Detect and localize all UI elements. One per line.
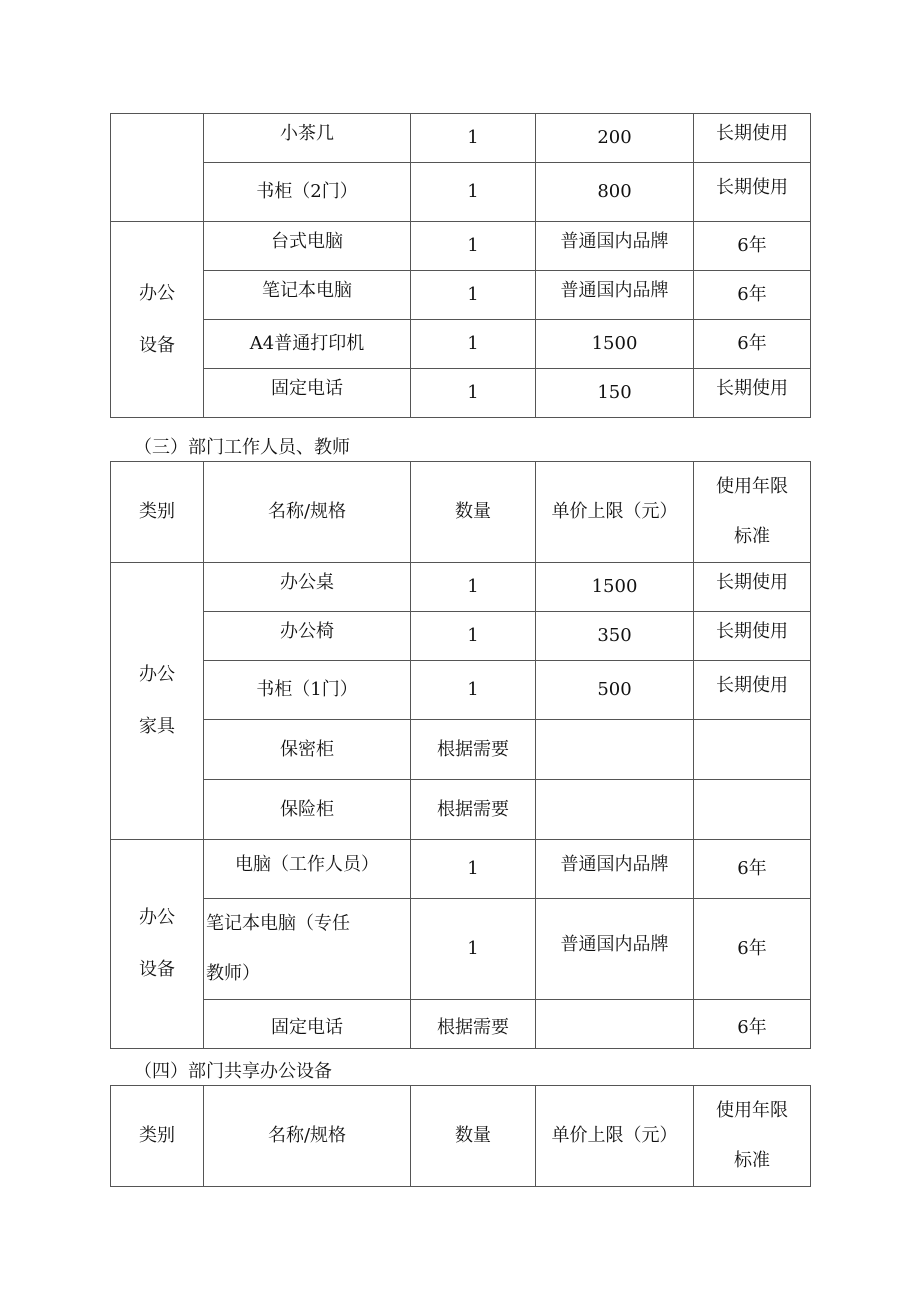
- item-qty: 1: [467, 938, 479, 959]
- item-name: 台式电脑: [271, 231, 343, 252]
- header-life: [694, 462, 811, 563]
- table-row: [111, 780, 811, 840]
- item-name-line: 教师）: [206, 963, 260, 984]
- item-price: 500: [597, 679, 632, 700]
- item-price: 200: [597, 127, 632, 148]
- table-row: [111, 612, 811, 661]
- header-name: 名称/规格: [267, 1125, 347, 1146]
- item-name: 电脑（工作人员）: [235, 854, 379, 875]
- item-name: 小茶几: [280, 123, 334, 144]
- item-price: 1500: [591, 576, 638, 597]
- item-name: A4普通打印机: [249, 333, 365, 354]
- item-life: 6年: [737, 1017, 767, 1038]
- item-qty: 1: [467, 858, 479, 879]
- table-header-row: [111, 1086, 811, 1187]
- category-label: 办公: [139, 907, 175, 928]
- item-qty: 1: [467, 382, 479, 403]
- category-label: 设备: [139, 959, 175, 980]
- table-row: [111, 720, 811, 780]
- table-row: [111, 899, 811, 1000]
- header-price: 单价上限（元）: [551, 1125, 678, 1146]
- category-label: 设备: [139, 334, 175, 356]
- header-category: 类别: [139, 1125, 175, 1146]
- item-qty: 1: [467, 333, 479, 354]
- table-row: [111, 661, 811, 720]
- item-name: [204, 899, 411, 1000]
- item-qty: 1: [467, 625, 479, 646]
- section-title: （三）部门工作人员、教师: [134, 437, 350, 458]
- header-qty: 数量: [455, 501, 491, 522]
- item-name: 固定电话: [271, 378, 343, 399]
- table-row: [111, 114, 811, 163]
- item-price: 350: [597, 625, 632, 646]
- category-cell-empty: [111, 114, 204, 222]
- header-category: 类别: [139, 501, 175, 522]
- header-life-line: 使用年限: [716, 476, 788, 497]
- category-cell: [111, 840, 204, 1049]
- item-life: 长期使用: [716, 572, 788, 593]
- item-life: 6年: [737, 284, 767, 305]
- table-row: [111, 271, 811, 320]
- item-name: 保密柜: [280, 738, 334, 760]
- category-label: 办公: [139, 664, 175, 685]
- item-price: 800: [597, 181, 632, 202]
- table-row: [111, 369, 811, 418]
- header-life-line: 标准: [734, 526, 770, 547]
- item-price: 普通国内品牌: [560, 231, 669, 252]
- table-header-row: [111, 462, 811, 563]
- header-life-line: 标准: [734, 1150, 770, 1171]
- item-name: 固定电话: [271, 1017, 343, 1038]
- item-qty: 1: [467, 284, 479, 305]
- item-name: 办公桌: [280, 572, 334, 593]
- item-qty: 根据需要: [437, 738, 509, 760]
- item-name: 书柜（2门）: [256, 181, 358, 202]
- table-section4: [110, 1085, 811, 1187]
- item-life: 长期使用: [716, 177, 788, 198]
- item-name: 办公椅: [280, 621, 334, 642]
- section-title: （四）部门共享办公设备: [134, 1061, 332, 1082]
- item-life: 长期使用: [716, 123, 788, 144]
- item-price: 普通国内品牌: [560, 934, 669, 955]
- item-price: 150: [597, 382, 632, 403]
- item-life: 长期使用: [716, 378, 788, 399]
- table-row: [111, 1000, 811, 1049]
- header-life: [694, 1086, 811, 1187]
- item-qty: 1: [467, 127, 479, 148]
- item-price: 1500: [591, 333, 638, 354]
- item-life: 长期使用: [716, 621, 788, 642]
- item-name: 书柜（1门）: [256, 679, 358, 700]
- table-row: [111, 320, 811, 369]
- header-life-line: 使用年限: [716, 1100, 788, 1121]
- category-cell: [111, 563, 204, 840]
- item-qty: 1: [467, 181, 479, 202]
- table-row: [111, 163, 811, 222]
- item-qty: 1: [467, 576, 479, 597]
- table-row: [111, 840, 811, 899]
- category-label: 办公: [139, 282, 175, 304]
- item-qty: 1: [467, 235, 479, 256]
- table-section3: [110, 461, 811, 1049]
- item-name-line: 笔记本电脑（专任: [206, 913, 350, 934]
- item-qty: 根据需要: [437, 798, 509, 820]
- item-life: 6年: [737, 333, 767, 354]
- table-continued: [110, 113, 811, 418]
- item-life: 长期使用: [716, 675, 788, 696]
- item-qty: 根据需要: [437, 1017, 509, 1038]
- category-label: 家具: [139, 716, 175, 737]
- item-life: 6年: [737, 938, 767, 959]
- item-life: 6年: [737, 235, 767, 256]
- item-name: 保险柜: [280, 798, 334, 820]
- item-life: 6年: [737, 858, 767, 879]
- item-price: 普通国内品牌: [560, 280, 669, 301]
- header-price: 单价上限（元）: [551, 501, 678, 522]
- table-row: [111, 563, 811, 612]
- header-qty: 数量: [455, 1125, 491, 1146]
- header-name: 名称/规格: [267, 501, 347, 522]
- item-name: 笔记本电脑: [262, 280, 352, 301]
- category-cell: [111, 222, 204, 418]
- item-price: 普通国内品牌: [560, 854, 669, 875]
- table-row: [111, 222, 811, 271]
- item-qty: 1: [467, 679, 479, 700]
